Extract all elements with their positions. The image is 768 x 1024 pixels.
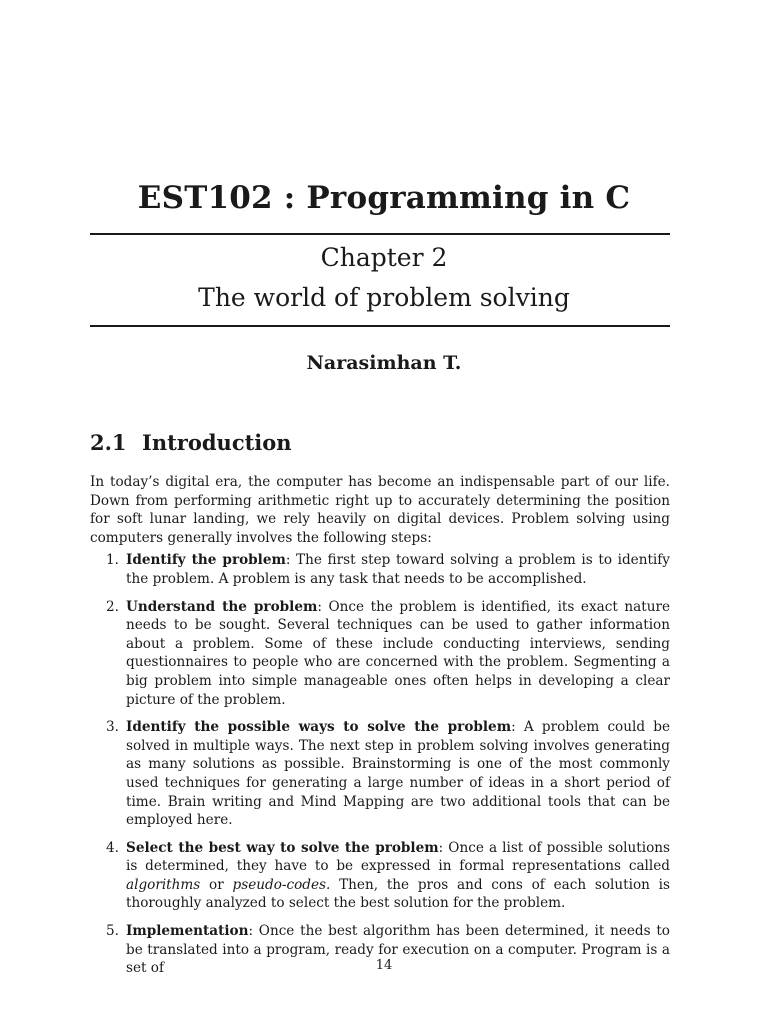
list-marker: 5. [106,923,119,940]
step-lead: Select the best way to solve the problem [126,839,439,856]
step-text: : Once a list of possible solutions is determined, they have to be expressed in formal representations called [126,839,670,875]
list-item [90,718,670,830]
page-number: 14 [375,958,393,973]
step-text: : A problem could be solved in multiple ways. The next step in problem solving involves generating as many solutions as possible. Brainstorming is one of the most commonly used techniques for generating a large number of ideas in a short period of time. Brain writing and Mind Mapping are two additional tools that can be employed here. [126,719,670,829]
intro-paragraph: In today’s digital era, the computer has become an indispensable part of our life. Down from performing arithmetic right up to accurately determining the position for soft lunar landing, we rely heavily on digital devices. Problem solving using computers generally involves the following steps: [90,474,670,546]
step-lead: Implementation [126,923,249,940]
list-item [90,839,670,913]
step-text: : Once the best algorithm has been determined, it needs to be translated into a program, ready for execution on a computer. Program is a set of [126,923,670,977]
title-rule-top [90,233,670,235]
title-rule-bottom [90,325,670,327]
step-lead: Understand the problem [126,598,318,615]
list-marker: 1. [106,552,119,569]
chapter-number: Chapter 2 [320,243,448,272]
chapter-title: The world of problem solving [198,283,570,312]
step-lead: Identify the possible ways to solve the problem [126,719,512,736]
list-item [90,551,670,588]
list-item [90,598,670,710]
section-heading [90,430,292,455]
course-title: EST102 : Programming in C [137,180,631,216]
list-marker: 3. [106,719,119,736]
step-text: or [200,876,233,893]
italic-term: pseudo-codes. [232,876,331,893]
body-text [90,473,670,987]
list-marker: 4. [106,839,119,856]
step-text: : Once the problem is identified, its exact nature needs to be sought. Several techniques can be used to gather information about a problem. Some of these include conducting interviews, sending questionnaires to people who are concerned with the problem. Segmenting a big problem into simple manageable ones often helps in developing a clear picture of the problem. [126,598,670,708]
steps-list [90,551,670,977]
list-marker: 2. [106,598,119,615]
italic-term: algorithms [126,876,201,893]
author-name: Narasimhan T. [306,352,462,374]
step-lead: Identify the problem [126,552,286,569]
step-text: Then, the pros and cons of each solution is thoroughly analyzed to select the best solution for the problem. [126,876,670,912]
step-text: : The first step toward solving a problem is to identify the problem. A problem is any task that needs to be accomplished. [126,552,670,587]
section-title: Introduction [142,430,292,455]
section-number: 2.1 [90,430,127,455]
